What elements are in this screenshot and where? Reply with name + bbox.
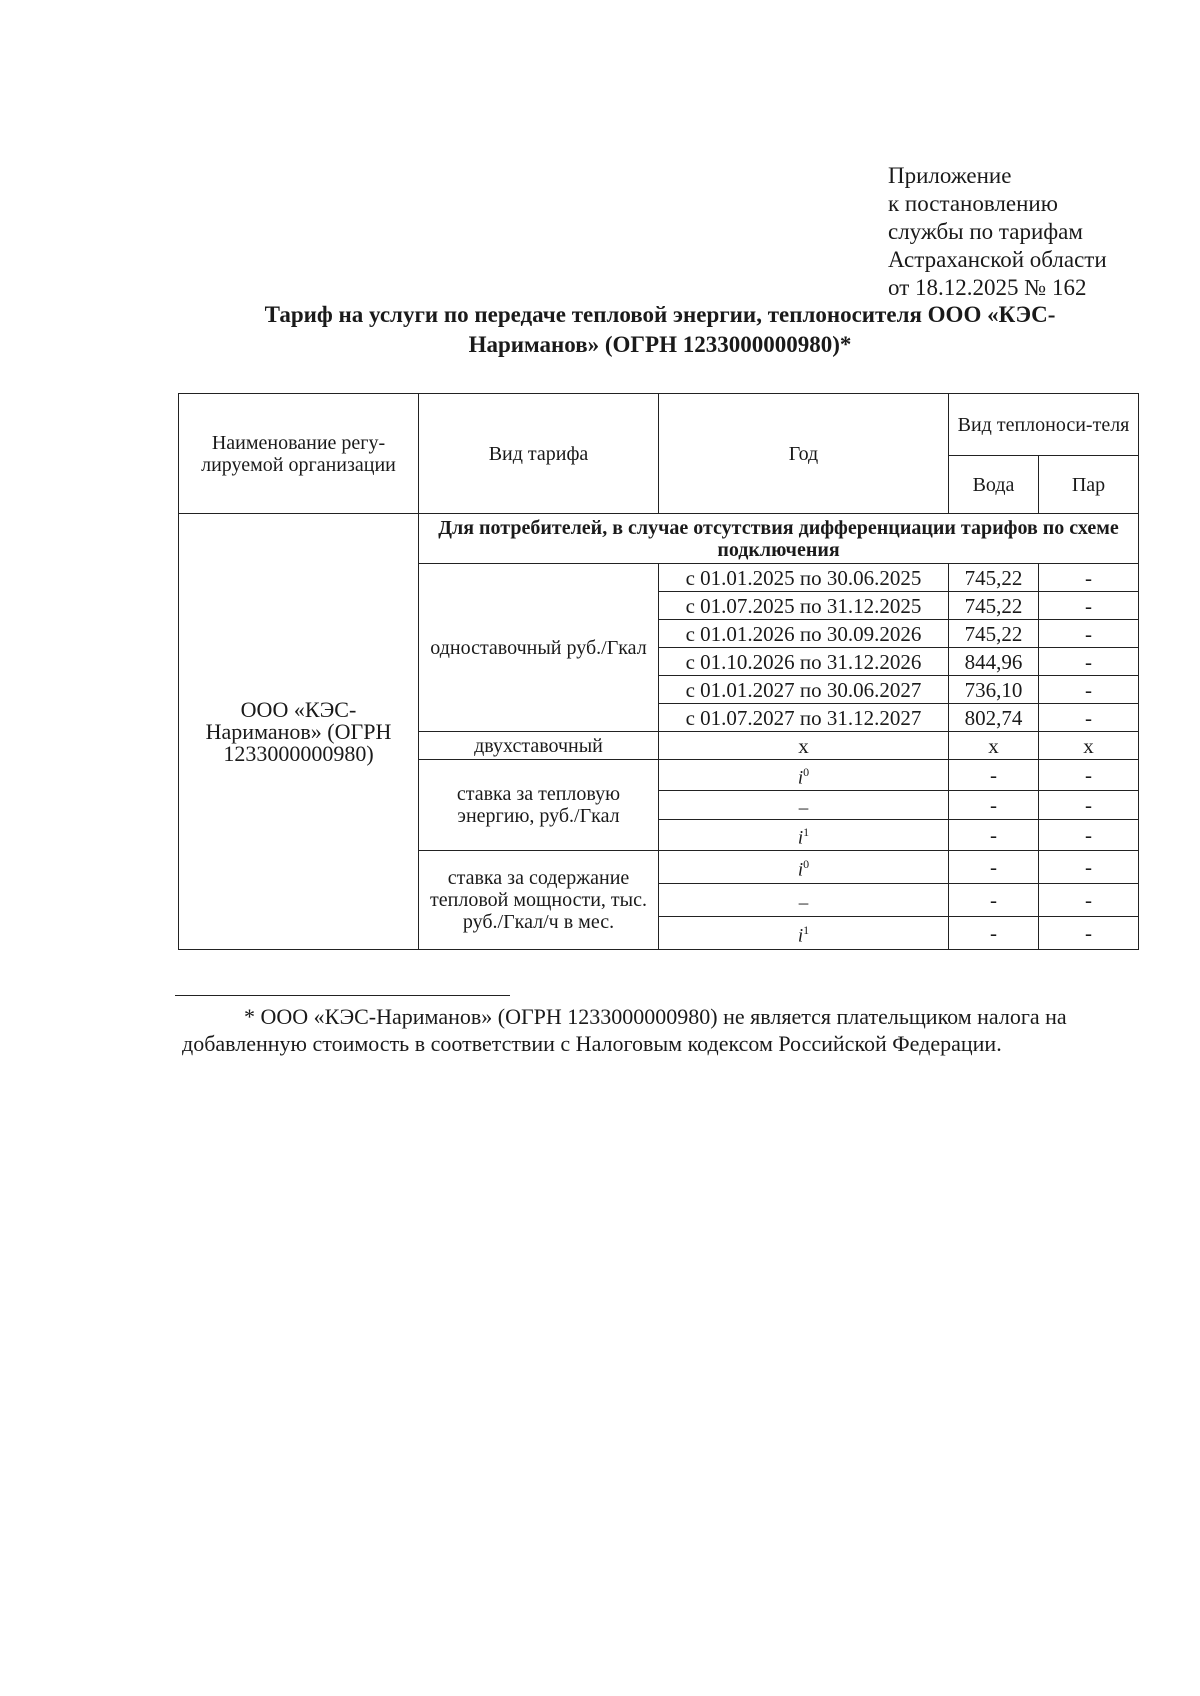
water-value: 736,10 bbox=[949, 676, 1039, 704]
period-index bbox=[659, 760, 949, 791]
steam-value: - bbox=[1039, 676, 1139, 704]
header-year: Год bbox=[659, 394, 949, 514]
period-index bbox=[659, 820, 949, 851]
footnote-divider bbox=[175, 995, 510, 996]
steam-value: - bbox=[1039, 648, 1139, 676]
steam-value: - bbox=[1039, 564, 1139, 592]
header-tariff-type: Вид тарифа bbox=[419, 394, 659, 514]
period-index bbox=[659, 884, 949, 917]
index-sup: 1 bbox=[803, 825, 810, 840]
water-value: 745,22 bbox=[949, 620, 1039, 648]
period-index bbox=[659, 791, 949, 820]
period-index bbox=[659, 851, 949, 884]
index-base: i bbox=[797, 859, 804, 881]
period-cell: с 01.07.2025 по 31.12.2025 bbox=[659, 592, 949, 620]
header-org: Наименование регу-лируемой организации bbox=[179, 394, 419, 514]
period-cell: с 01.01.2025 по 30.06.2025 bbox=[659, 564, 949, 592]
water-value: 745,22 bbox=[949, 564, 1039, 592]
steam-value: - bbox=[1039, 760, 1139, 791]
index-sup: 0 bbox=[803, 857, 810, 872]
steam-value: - bbox=[1039, 791, 1139, 820]
org-name: ООО «КЭС-Нариманов» (ОГРН 1233000000980) bbox=[179, 514, 419, 950]
index-base: i bbox=[797, 767, 804, 789]
header-water: Вода bbox=[949, 456, 1039, 514]
water-value: 802,74 bbox=[949, 704, 1039, 732]
two-rate-steam: х bbox=[1039, 732, 1139, 760]
appendix-line: к постановлению bbox=[888, 191, 1058, 216]
steam-value: - bbox=[1039, 820, 1139, 851]
period-cell: с 01.10.2026 по 31.12.2026 bbox=[659, 648, 949, 676]
appendix-line: от 18.12.2025 № 162 bbox=[888, 275, 1087, 300]
water-value: - bbox=[949, 917, 1039, 950]
appendix-line: службы по тарифам bbox=[888, 219, 1083, 244]
single-rate-label: одноставочный руб./Гкал bbox=[419, 564, 659, 732]
period-cell: с 01.07.2027 по 31.12.2027 bbox=[659, 704, 949, 732]
section-heading: Для потребителей, в случае отсутствия дифференциации тарифов по схеме подключения bbox=[419, 514, 1139, 564]
appendix-line: Астраханской области bbox=[888, 247, 1107, 272]
steam-value: - bbox=[1039, 917, 1139, 950]
footnote: * ООО «КЭС-Нариманов» (ОГРН 1233000000980) не является плательщиком налога на добавленную стоимость в соответствии с Налоговым кодексом Российской Федерации. bbox=[182, 1004, 1067, 1056]
water-value: - bbox=[949, 791, 1039, 820]
water-value: 844,96 bbox=[949, 648, 1039, 676]
header-carrier: Вид теплоноси-теля bbox=[949, 394, 1139, 456]
document-title: Тариф на услуги по передаче тепловой энергии, теплоносителя ООО «КЭС-Нариманов» (ОГРН 1233000000980)* bbox=[264, 302, 1056, 357]
two-rate-water: х bbox=[949, 732, 1039, 760]
steam-value: - bbox=[1039, 592, 1139, 620]
index-base: i bbox=[797, 827, 804, 849]
index-base: i bbox=[797, 925, 804, 947]
tariff-table bbox=[178, 393, 1139, 950]
period-index bbox=[659, 917, 949, 950]
period-cell: с 01.01.2027 по 30.06.2027 bbox=[659, 676, 949, 704]
water-value: - bbox=[949, 851, 1039, 884]
water-value: 745,22 bbox=[949, 592, 1039, 620]
period-cell: с 01.01.2026 по 30.09.2026 bbox=[659, 620, 949, 648]
two-rate-period: х bbox=[659, 732, 949, 760]
water-value: - bbox=[949, 884, 1039, 917]
water-value: - bbox=[949, 760, 1039, 791]
index-base: – bbox=[798, 797, 809, 819]
two-rate-label: двухставочный bbox=[419, 732, 659, 760]
capacity-rate-label: ставка за содержание тепловой мощности, тыс. руб./Гкал/ч в мес. bbox=[419, 851, 659, 950]
steam-value: - bbox=[1039, 620, 1139, 648]
steam-value: - bbox=[1039, 851, 1139, 884]
index-base: – bbox=[798, 892, 809, 914]
steam-value: - bbox=[1039, 704, 1139, 732]
energy-rate-label: ставка за тепловую энергию, руб./Гкал bbox=[419, 760, 659, 851]
header-steam: Пар bbox=[1039, 456, 1139, 514]
index-sup: 1 bbox=[803, 923, 810, 938]
appendix-block bbox=[888, 162, 1107, 302]
steam-value: - bbox=[1039, 884, 1139, 917]
appendix-line: Приложение bbox=[888, 163, 1012, 188]
index-sup: 0 bbox=[803, 764, 810, 779]
water-value: - bbox=[949, 820, 1039, 851]
